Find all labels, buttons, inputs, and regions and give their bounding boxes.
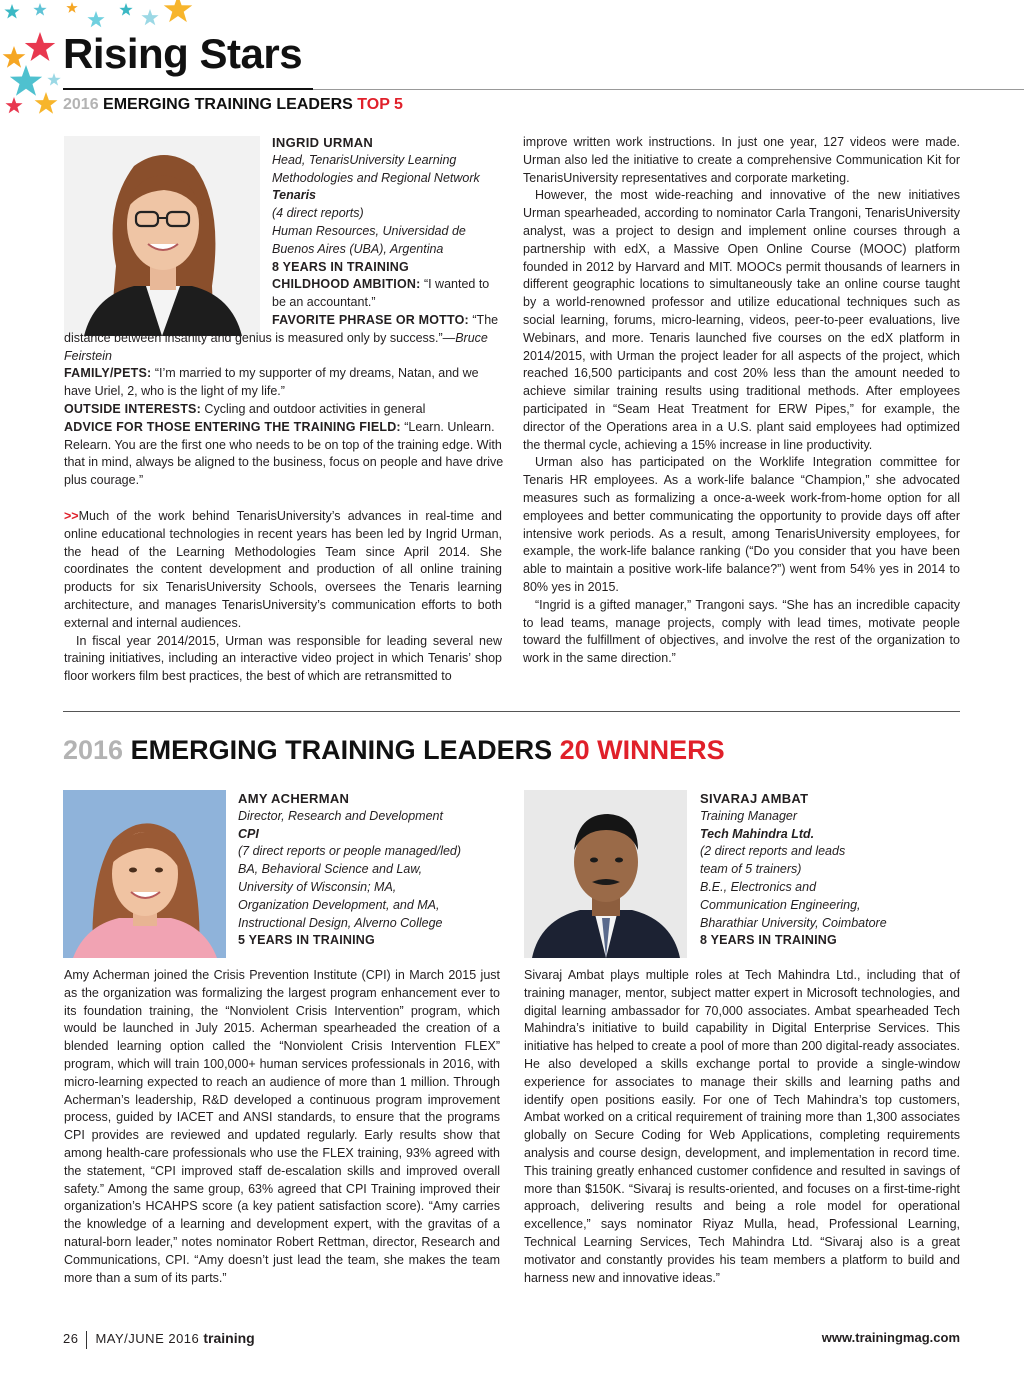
profile-name: SIVARAJ AMBAT <box>700 791 809 806</box>
acherman-body <box>64 967 500 1287</box>
profile-name: INGRID URMAN <box>272 135 374 150</box>
outside-interests <box>64 401 504 419</box>
profile-education-line: Buenos Aires (UBA), Argentina <box>272 241 444 256</box>
sivaraj-ambat-photo <box>524 790 687 958</box>
profile-company: Tech Mahindra Ltd. <box>700 826 815 841</box>
fact-text: “I’m married to my supporter of my dreams, Natan, and we have Uriel, 2, who is the light of my life.” <box>64 366 479 399</box>
profile-company: CPI <box>238 826 259 841</box>
profile-title-line: Head, TenarisUniversity Learning <box>272 152 457 167</box>
urman-body-left <box>64 508 502 686</box>
ambat-body <box>524 967 960 1287</box>
profile-title-line: Methodologies and Regional Network <box>272 170 480 185</box>
profile-education-line: Human Resources, Universidad de <box>272 223 466 238</box>
title-underline <box>63 88 313 90</box>
paragraph: Amy Acherman joined the Crisis Prevention Institute (CPI) in March 2015 just as the organization was formalizing the largest program enhancement ever to its foundation training, the “Nonviolent Crisis Intervention” program, which would be launched in July 2015. Acherman spearheaded the creation of a blended learning option called the “Nonviolent Crisis Intervention FLEX” program, which will train 100,000+ human services professionals in 2016, with micro-learning expected to reach an audience of more than 1 million. Through Acherman’s leadership, R&D developed a continuous program improvement process, guided by IACET and ANSI standards, to ensure that the programs CPI provides are reviewed and updated regularly. Early results show that among health-care professionals who use the FLEX training, 93% agreed with the statement, “CPI improved staff de-escalation skills and improved overall safety.” Among the same group, 63% agreed that CPI Training improved their organization’s HCAHPS score (a key patient satisfaction score). “Amy carries the knowledge of a learning and development expert, with the gravitas of a natural-born leader,” notes nominator Robert Rettman, director, Research and Communications, CPI. “Amy doesn’t just lead the team, she makes the team more than a sum of its parts.” <box>64 968 500 1285</box>
acherman-info <box>238 790 508 950</box>
urman-facts <box>64 312 504 490</box>
section-text: EMERGING TRAINING LEADERS <box>103 96 353 113</box>
profile-title-line: Director, Research and Development <box>238 808 443 823</box>
profile-reports: (4 direct reports) <box>272 206 364 221</box>
magazine-name: training <box>203 1330 255 1346</box>
header-divider <box>313 89 1024 90</box>
fact-text: “Learn. Unlearn. Relearn. You are the first one who needs to be on top of the training edge. With that in mind, always be aligned to the business, focus on people and have drive plus courage.” <box>64 419 504 488</box>
footer-left <box>63 1330 255 1349</box>
section-divider <box>63 711 960 712</box>
section-heading-winners <box>63 734 725 766</box>
paragraph: Urman also has participated on the Worklife Integration committee for Tenaris HR employees. As a work-life balance “Champion,” she advocated measures such as formalizing a once-a-week work-from-home option for all employees and better communicating the opportunity to provide days off after intensive work periods. As a result, among TenarisUniversity employees, for example, the work-life balance ranking (“Do you consider that you have been able to maintain a positive work-life balance?”) went from 54% yes in 2014 to 80% yes in 2015. <box>523 455 960 594</box>
profile-years: 8 YEARS IN TRAINING <box>272 259 409 274</box>
section-text: EMERGING TRAINING LEADERS <box>130 735 553 765</box>
profile-education-line: B.E., Electronics and <box>700 879 817 894</box>
profile-years: 5 YEARS IN TRAINING <box>238 933 375 948</box>
profile-education-line: BA, Behavioral Science and Law, <box>238 862 423 877</box>
profile-name: AMY ACHERMAN <box>238 791 350 806</box>
favorite-motto <box>64 312 504 365</box>
paragraph: However, the most wide-reaching and innovative of the new initiatives Urman spearheaded, according to nominator Carla Trangoni, TenarisUniversity analyst, was a project to design and implement online courses through a partnership with edX, a Massive Open Online Course (MOOC) platform founded in 2012 by Harvard and MIT. MOOCs permit thousands of learners in different geographic locations to simultaneously take an online course taught by a world-renowned professor and utilize educational techniques such as social learning, forums, micro-learning, videos, peer-to-peer evaluations, live Webinars, and more. Tenaris launched five courses on the edX platform in 2014/2015, with Urman the project leader for all aspects of the project, which reached 16,500 participants and cost 20% less than the amount needed to achieve similar training results using traditional methods. After employees participated in “Seam Heat Treatment for ERW Pipes,” for example, the director of the Operations area in a U.S. plant said employees had optimized the thermal cycle, achieving a 15% increase in line productivity. <box>523 188 960 452</box>
paragraph: “Ingrid is a gifted manager,” Trangoni says. “She has an incredible capacity to lead teams, manage projects, comply with lead times, motivate people toward the fulfillment of objectives, and involve the rest of the organization to work in the same direction.” <box>523 597 960 666</box>
profile-education-line: Bharathiar University, Coimbatore <box>700 915 887 930</box>
page-number: 26 <box>63 1331 79 1346</box>
fact-label: FAMILY/PETS: <box>64 366 152 381</box>
page-title: Rising Stars <box>63 30 303 77</box>
profile-education-line: Organization Development, and MA, <box>238 897 440 912</box>
amy-acherman-photo <box>63 790 226 958</box>
ingrid-urman-photo <box>64 136 260 336</box>
fact-text: “I wanted to be an accountant.” <box>272 277 490 310</box>
section-year: 2016 <box>63 735 124 765</box>
paragraph: In fiscal year 2014/2015, Urman was responsible for leading several new training initiatives, including an interactive video project in which Tenaris’ shop floor workers film best practices, the best of which are retransmitted to <box>64 633 502 684</box>
profile-reports: (2 direct reports and leads <box>700 844 846 859</box>
advice <box>64 419 504 490</box>
paragraph: improve written work instructions. In just one year, 127 videos were made. Urman also led the initiative to create a comprehensive Communication Kit for TenarisUniversity representatives and corporate marketing. <box>523 135 960 185</box>
paragraph <box>64 508 502 633</box>
footer-url[interactable]: www.trainingmag.com <box>821 1330 960 1345</box>
profile-education-line: Communication Engineering, <box>700 897 861 912</box>
fact-label: ADVICE FOR THOSE ENTERING THE TRAINING FIELD: <box>64 419 401 434</box>
profile-title-line: Training Manager <box>700 808 798 823</box>
issue-date: MAY/JUNE 2016 <box>95 1331 200 1346</box>
fact-text: “The distance between insanity and genius is measured only by success.”— <box>64 313 499 345</box>
profile-company: Tenaris <box>272 188 317 203</box>
section-highlight: TOP 5 <box>357 96 403 113</box>
fact-label: CHILDHOOD AMBITION: <box>272 277 421 292</box>
profile-reports: team of 5 trainers) <box>700 862 802 877</box>
section-heading-top5 <box>63 95 403 115</box>
paragraph: Sivaraj Ambat plays multiple roles at Tech Mahindra Ltd., including that of training manager, mentor, subject matter expert in Microsoft technologies, and digital learning ambassador for 70,000 associates. Ambat spearheaded Tech Mahindra’s initiative to build capability in Digital Enterprise Services. This initiative has helped to create a pool of more than 200 digital-ready associates. He also developed a skills exchange portal to provide a single-window experience for associates to manage their skills and learning paths and identify open positions easily. For one of Tech Mahindra’s top customers, Ambat worked on a critical requirement of training more than 1,300 associates globally on Secure Coding for Web Applications, completing requirements analysis and course design, development, and implementation in record time. This training greatly enhanced customer confidence and resulted in savings of more than $150K. “Sivaraj is results-oriented, and focuses on a first-time-right approach, delivering results and being a role model for operational excellence,” says nominator Riyaz Mulla, head, Professional Learning, Technical Learning Services, Tech Mahindra Ltd. “Sivaraj also is a great motivator and constantly provides his team members a platform to build and harness new and innovative ideas.” <box>524 968 960 1285</box>
urman-body-right <box>523 134 960 668</box>
article-arrow-icon: >> <box>64 509 79 523</box>
footer-divider <box>86 1331 87 1349</box>
fact-text: Cycling and outdoor activities in general <box>200 401 426 416</box>
section-year: 2016 <box>63 96 99 113</box>
profile-education-line: Instructional Design, Alverno College <box>238 915 443 930</box>
fact-label: OUTSIDE INTERESTS: <box>64 401 201 416</box>
fact-label: FAVORITE PHRASE OR MOTTO: <box>272 313 469 327</box>
profile-years: 8 YEARS IN TRAINING <box>700 933 837 948</box>
ambat-info <box>700 790 960 950</box>
motto-author: Bruce Feirstein <box>64 330 488 363</box>
profile-reports: (7 direct reports or people managed/led) <box>238 844 462 859</box>
urman-info <box>272 134 504 312</box>
paragraph-text: Much of the work behind TenarisUniversity’s advances in real-time and online educational technologies in recent years has been led by Ingrid Urman, the head of the Learning Methodologies Team since April 2014. She coordinates the content development and production of all online training products for six TenarisUniversity Schools, oversees the Tenaris learning architecture, and manages TenarisUniversity’s communication efforts to both external and internal audiences. <box>64 509 502 630</box>
childhood-ambition <box>272 276 504 312</box>
family-pets <box>64 365 504 401</box>
profile-education-line: University of Wisconsin; MA, <box>238 879 397 894</box>
section-highlight: 20 WINNERS <box>559 735 725 765</box>
